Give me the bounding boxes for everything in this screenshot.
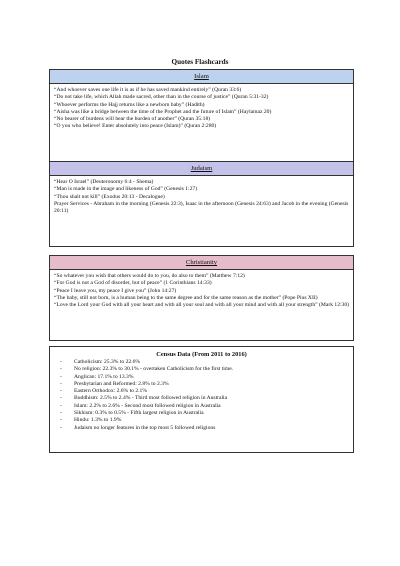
list-item (50, 410, 353, 417)
census-title: Census Data (From 2011 to 2016) (156, 351, 247, 358)
list-item (50, 366, 353, 373)
quote-line: “The baby, still not born, is a human being to the same degree and for the same reason as the mother” (Pope Pius XII) (54, 294, 318, 301)
quote-line: Prayer Services - Abraham in the morning (Genesis 22:3), Isaac in the afternoon (Genesis 24:63) and Jacob in the evening (Genesis 20:11) (54, 200, 349, 215)
quote-line: “Aisha was like a bridge between the time of the Prophet and the future of Islam” (Haylamaz 20) (54, 108, 272, 115)
list-item (50, 395, 353, 402)
christianity-card (49, 255, 354, 341)
census-item-text: Eastern Orthodox: 2.6% to 2.1% (74, 388, 148, 395)
bullet-dash: - (60, 417, 62, 424)
bullet-dash: - (60, 359, 62, 365)
quote-line: “So whatever you wish that others would do to you, do also to them” (Matthew 7:12) (54, 273, 245, 279)
quote-line: “Love the Lord your God with all your heart and with all your soul and with all your mind and with all your strength” (Mark 12:30) (54, 302, 350, 309)
list-item (50, 403, 353, 410)
judaism-card-header: Judaism (50, 162, 353, 176)
islam-quotes (50, 84, 353, 134)
quote-line: “Man is made in the image and likeness of God” (Genesis 1:27) (54, 186, 198, 193)
christianity-card-header: Christianity (50, 256, 353, 270)
census-item-text: Sikhism: 0.3% to 0.5% - Fifth largest religion in Australia (74, 410, 204, 417)
quote-line: “Peace I leave you, my peace I give you” (John 14:27) (54, 287, 177, 294)
bullet-dash: - (60, 410, 62, 417)
census-item-text: Catholicism: 25.3% to 22.6% (74, 359, 141, 365)
quote-line: “Hear O Israel” (Deuteronomy 6:4 - Shema) (54, 179, 154, 185)
bullet-dash: - (60, 380, 62, 387)
bullet-dash: - (60, 366, 62, 373)
census-item-text: Hindu: 1.3% to 1.9% (74, 417, 122, 424)
islam-card-header: Islam (50, 70, 353, 84)
bullet-dash: - (60, 402, 62, 409)
census-card (49, 346, 354, 453)
quote-line: “O you who believe! Enter absolutely into peace (Islam)” (Quran 2:280) (54, 123, 217, 130)
bullet-dash: - (60, 373, 62, 380)
list-item (50, 381, 353, 388)
page-title: Quotes Flashcards (171, 58, 229, 66)
census-item-text: Anglican: 17.1% to 13.3% (74, 373, 134, 380)
quote-line: “And whoever saves one life it is as if he has saved mankind entirely” (Quran 33:6) (54, 87, 242, 93)
bullet-dash: - (60, 424, 62, 431)
census-item-text: Buddhism: 2.5% to 2.4% - Third most followed religion in Australia (74, 395, 228, 402)
census-item-text: Presbytarian and Reformed: 2.8% to 2.3% (74, 380, 169, 387)
bullet-dash: - (60, 388, 62, 395)
judaism-card (49, 161, 354, 247)
quote-line: “Do not take life, which Allah made sacred, other than in the course of justice” (Quran 5:31-32) (54, 94, 269, 101)
christianity-quotes (50, 270, 353, 312)
list-item (50, 425, 353, 432)
census-list (50, 359, 353, 432)
census-item-text: Judaism no longer features in the top most 5 followed religions (74, 424, 216, 431)
quote-line: “For God is not a God of disorder, but of peace” (1 Corinthians 14:33) (54, 280, 212, 287)
list-item (50, 374, 353, 381)
list-item (50, 417, 353, 424)
bullet-dash: - (60, 395, 62, 402)
judaism-quotes (50, 176, 353, 218)
census-item-text: Islam: 2.2% to 2.6% - Second most followed religion in Australia (74, 402, 221, 409)
quote-line: “Whoever performs the Hajj returns like a newborn baby” (Hadith) (54, 101, 205, 108)
quote-line: “Thou shalt not kill” (Exodus 20:13 - Decalogue) (54, 193, 165, 200)
quote-line: “No bearer of burdens will bear the burden of another” (Quran 35:18) (54, 116, 211, 123)
census-item-text: No religion: 22.3% to 30.1% - overtaken Catholicism for the first time. (74, 366, 234, 373)
